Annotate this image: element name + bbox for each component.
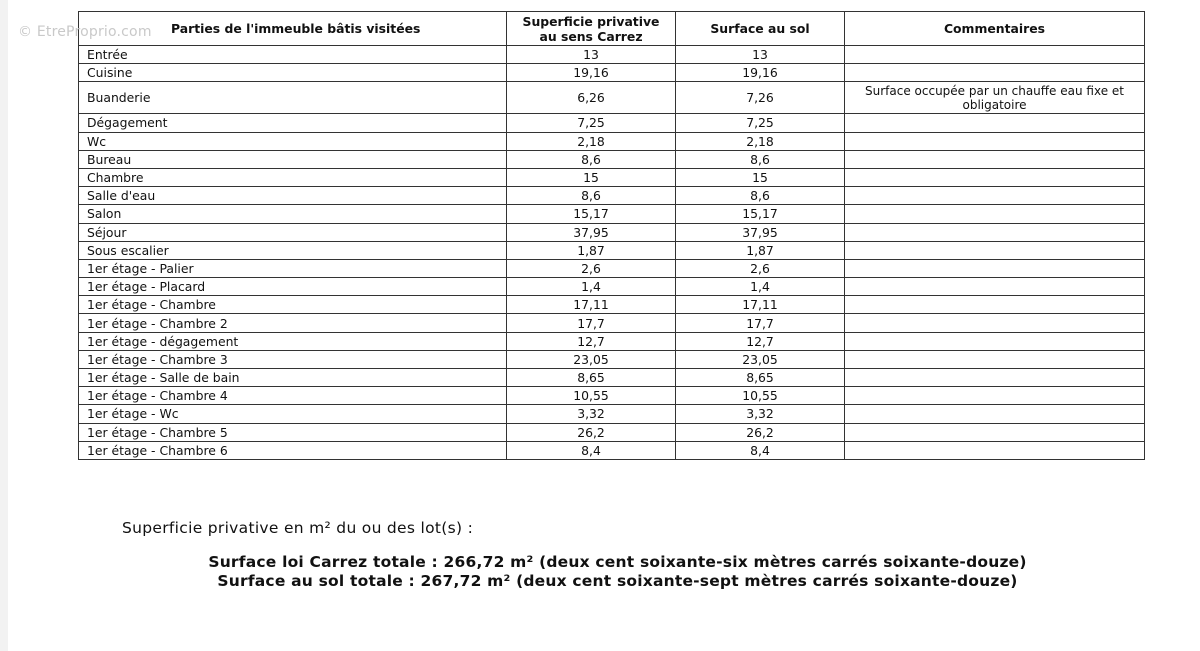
- cell-commentaire: [845, 114, 1145, 132]
- cell-partie: Salon: [79, 205, 507, 223]
- table-row: [79, 369, 1145, 387]
- header-carrez: Superficie privative au sens Carrez: [507, 12, 676, 46]
- cell-commentaire: [845, 150, 1145, 168]
- total-carrez: Surface loi Carrez totale : 266,72 m² (deux cent soixante-six mètres carrés soixante-douze): [208, 553, 1027, 571]
- cell-commentaire: [845, 278, 1145, 296]
- cell-sol: 7,25: [676, 114, 845, 132]
- cell-carrez: 1,4: [507, 278, 676, 296]
- cell-commentaire: [845, 332, 1145, 350]
- cell-carrez: 8,6: [507, 187, 676, 205]
- cell-carrez: 2,6: [507, 259, 676, 277]
- cell-commentaire: [845, 64, 1145, 82]
- cell-sol: 17,7: [676, 314, 845, 332]
- cell-partie: 1er étage - Chambre 3: [79, 350, 507, 368]
- table-row: [79, 223, 1145, 241]
- cell-carrez: 2,18: [507, 132, 676, 150]
- cell-partie: Bureau: [79, 150, 507, 168]
- cell-partie: Buanderie: [79, 82, 507, 114]
- cell-sol: 19,16: [676, 64, 845, 82]
- table-row: [79, 259, 1145, 277]
- cell-sol: 17,11: [676, 296, 845, 314]
- table-row: [79, 187, 1145, 205]
- cell-sol: 1,87: [676, 241, 845, 259]
- watermark-text: © EtreProprio.com: [18, 24, 152, 40]
- cell-carrez: 37,95: [507, 223, 676, 241]
- cell-partie: Dégagement: [79, 114, 507, 132]
- cell-sol: 7,26: [676, 82, 845, 114]
- cell-carrez: 17,11: [507, 296, 676, 314]
- cell-commentaire: Surface occupée par un chauffe eau fixe et obligatoire: [845, 82, 1145, 114]
- cell-partie: Salle d'eau: [79, 187, 507, 205]
- cell-carrez: 19,16: [507, 64, 676, 82]
- cell-partie: 1er étage - Chambre 5: [79, 423, 507, 441]
- cell-commentaire: [845, 350, 1145, 368]
- cell-partie: 1er étage - Placard: [79, 278, 507, 296]
- cell-partie: Cuisine: [79, 64, 507, 82]
- cell-carrez: 7,25: [507, 114, 676, 132]
- cell-commentaire: [845, 241, 1145, 259]
- cell-sol: 2,18: [676, 132, 845, 150]
- cell-sol: 8,4: [676, 441, 845, 459]
- table-row: [79, 241, 1145, 259]
- table-row: [79, 46, 1145, 64]
- cell-sol: 12,7: [676, 332, 845, 350]
- cell-partie: Chambre: [79, 168, 507, 186]
- cell-carrez: 13: [507, 46, 676, 64]
- cell-carrez: 6,26: [507, 82, 676, 114]
- lot-caption: Superficie privative en m² du ou des lot(s) :: [122, 519, 474, 537]
- cell-carrez: 26,2: [507, 423, 676, 441]
- cell-partie: 1er étage - Salle de bain: [79, 369, 507, 387]
- cell-carrez: 10,55: [507, 387, 676, 405]
- table-row: [79, 168, 1145, 186]
- cell-partie: 1er étage - Palier: [79, 259, 507, 277]
- cell-carrez: 3,32: [507, 405, 676, 423]
- table-row: [79, 132, 1145, 150]
- cell-sol: 8,65: [676, 369, 845, 387]
- table-row: [79, 314, 1145, 332]
- cell-carrez: 8,65: [507, 369, 676, 387]
- cell-sol: 15,17: [676, 205, 845, 223]
- cell-carrez: 15: [507, 168, 676, 186]
- table-row: [79, 405, 1145, 423]
- cell-commentaire: [845, 405, 1145, 423]
- table-row: [79, 64, 1145, 82]
- cell-partie: Entrée: [79, 46, 507, 64]
- cell-partie: Sous escalier: [79, 241, 507, 259]
- cell-carrez: 12,7: [507, 332, 676, 350]
- cell-commentaire: [845, 441, 1145, 459]
- header-commentaires: Commentaires: [845, 12, 1145, 46]
- cell-carrez: 1,87: [507, 241, 676, 259]
- table-row: [79, 150, 1145, 168]
- table-row: [79, 387, 1145, 405]
- header-sol: Surface au sol: [676, 12, 845, 46]
- cell-sol: 2,6: [676, 259, 845, 277]
- cell-partie: 1er étage - Chambre 6: [79, 441, 507, 459]
- cell-commentaire: [845, 132, 1145, 150]
- surface-table: [78, 11, 1145, 460]
- cell-partie: 1er étage - Chambre 4: [79, 387, 507, 405]
- cell-commentaire: [845, 187, 1145, 205]
- cell-carrez: 8,4: [507, 441, 676, 459]
- cell-commentaire: [845, 296, 1145, 314]
- header-parties: Parties de l'immeuble bâtis visitées: [79, 12, 507, 46]
- total-sol: Surface au sol totale : 267,72 m² (deux cent soixante-sept mètres carrés soixante-douze): [217, 572, 1018, 590]
- table-row: [79, 114, 1145, 132]
- table-row: [79, 82, 1145, 114]
- cell-sol: 1,4: [676, 278, 845, 296]
- cell-carrez: 15,17: [507, 205, 676, 223]
- table-row: [79, 205, 1145, 223]
- cell-commentaire: [845, 387, 1145, 405]
- table-row: [79, 350, 1145, 368]
- cell-sol: 10,55: [676, 387, 845, 405]
- cell-sol: 23,05: [676, 350, 845, 368]
- cell-sol: 26,2: [676, 423, 845, 441]
- cell-commentaire: [845, 369, 1145, 387]
- cell-commentaire: [845, 259, 1145, 277]
- cell-commentaire: [845, 46, 1145, 64]
- cell-partie: 1er étage - dégagement: [79, 332, 507, 350]
- cell-partie: 1er étage - Chambre: [79, 296, 507, 314]
- cell-partie: 1er étage - Wc: [79, 405, 507, 423]
- totals-block: [0, 553, 1200, 591]
- table-row: [79, 332, 1145, 350]
- cell-carrez: 17,7: [507, 314, 676, 332]
- cell-commentaire: [845, 205, 1145, 223]
- cell-carrez: 23,05: [507, 350, 676, 368]
- table-row: [79, 278, 1145, 296]
- table-row: [79, 296, 1145, 314]
- table-row: [79, 423, 1145, 441]
- cell-sol: 8,6: [676, 150, 845, 168]
- cell-partie: 1er étage - Chambre 2: [79, 314, 507, 332]
- cell-sol: 37,95: [676, 223, 845, 241]
- cell-partie: Wc: [79, 132, 507, 150]
- cell-commentaire: [845, 168, 1145, 186]
- cell-sol: 15: [676, 168, 845, 186]
- cell-commentaire: [845, 223, 1145, 241]
- cell-commentaire: [845, 314, 1145, 332]
- cell-commentaire: [845, 423, 1145, 441]
- cell-sol: 13: [676, 46, 845, 64]
- cell-partie: Séjour: [79, 223, 507, 241]
- table-header-row: [79, 12, 1145, 46]
- cell-sol: 8,6: [676, 187, 845, 205]
- cell-sol: 3,32: [676, 405, 845, 423]
- cell-carrez: 8,6: [507, 150, 676, 168]
- table-row: [79, 441, 1145, 459]
